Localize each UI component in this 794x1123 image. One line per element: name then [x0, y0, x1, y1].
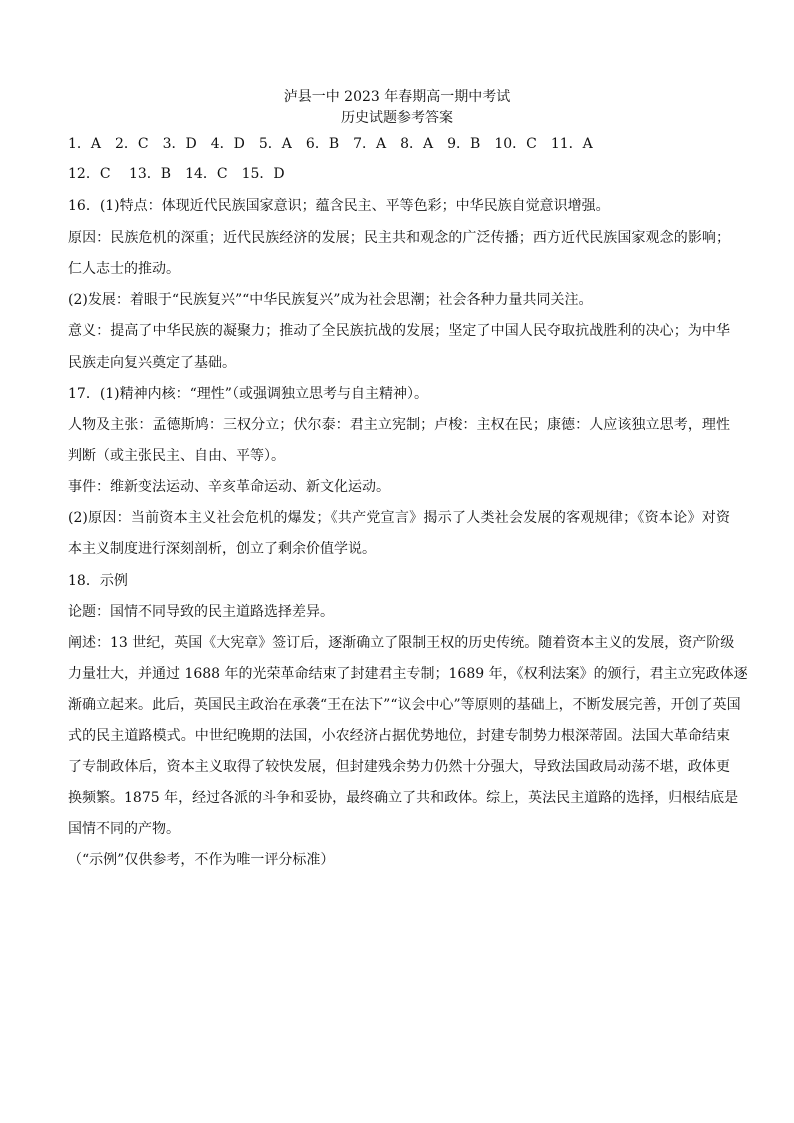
q16-part2-significance: 意义：提高了中华民族的凝聚力；推动了全民族抗战的发展；坚定了中国人民夺取抗战胜利的决心；为中华 — [68, 323, 730, 339]
page-subtitle: 历史试题参考答案 — [341, 110, 453, 126]
q18-heading: 18．示例 — [68, 573, 128, 589]
scoring-note: （“示例”仅供参考，不作为唯一评分标准） — [68, 852, 335, 868]
q16-part2-development: (2)发展：着眼于“民族复兴”“中华民族复兴”成为社会思潮；社会各种力量共同关注。 — [68, 292, 593, 308]
q17-part1-figures-cont: 判断（或主张民主、自由、平等）。 — [68, 448, 285, 464]
q17-part2-reasons-cont: 本主义制度进行深刻剖析，创立了剩余价值学说。 — [68, 541, 376, 557]
q18-essay-line-2: 力量壮大，并通过 1688 年的光荣革命结束了封建君主专制；1689 年，《权利法案》的颁行，君主立宪政体逐 — [68, 666, 748, 682]
q16-part2-significance-cont: 民族走向复兴奠定了基础。 — [68, 355, 236, 371]
page-title: 泸县一中 2023 年春期高一期中考试 — [283, 89, 511, 105]
q17-part1-core: 17．(1)精神内核：“理性”（或强调独立思考与自主精神）。 — [68, 386, 428, 402]
q16-part1-features: 16．(1)特点：体现近代民族国家意识；蕴含民主、平等色彩；中华民族自觉意识增强。 — [68, 198, 610, 214]
mc-answers-line-1: 1．A 2．C 3．D 4．D 5．A 6．B 7．A 8．A 9．B 10．C 11．A — [68, 136, 593, 152]
q18-essay-line-3: 渐确立起来。此后，英国民主政治在承袭“王在法下”“议会中心”等原则的基础上，不断发展完善，开创了英国 — [68, 697, 741, 713]
q18-essay-line-6: 换频繁。1875 年，经过各派的斗争和妥协，最终确立了共和政体。综上，英法民主道路的选择，归根结底是 — [68, 790, 739, 806]
mc-answers-line-2: 12．C 13．B 14．C 15．D — [68, 166, 285, 182]
q17-part1-figures: 人物及主张：孟德斯鸠：三权分立；伏尔泰：君主立宪制；卢梭：主权在民；康德：人应该独立思考，理性 — [68, 417, 730, 433]
q18-essay-line-7: 国情不同的产物。 — [68, 821, 180, 837]
q18-essay-line-1: 阐述：13 世纪，英国《大宪章》签订后，逐渐确立了限制王权的历史传统。随着资本主义的发展，资产阶级 — [68, 635, 735, 651]
q18-thesis: 论题：国情不同导致的民主道路选择差异。 — [68, 604, 334, 620]
q17-part1-events: 事件：维新变法运动、辛亥革命运动、新文化运动。 — [68, 479, 390, 495]
q16-part1-reasons-cont: 仁人志士的推动。 — [68, 261, 180, 277]
q17-part2-reasons: (2)原因：当前资本主义社会危机的爆发；《共产党宣言》揭示了人类社会发展的客观规律；《资本论》对资 — [68, 510, 730, 526]
q16-part1-reasons: 原因：民族危机的深重；近代民族经济的发展；民主共和观念的广泛传播；西方近代民族国家观念的影响； — [68, 230, 730, 246]
q18-essay-line-4: 式的民主道路模式。中世纪晚期的法国，小农经济占据优势地位，封建专制势力根深蒂固。法国大革命结束 — [68, 728, 730, 744]
q18-essay-line-5: 了专制政体后，资本主义取得了较快发展，但封建残余势力仍然十分强大，导致法国政局动荡不堪，政体更 — [68, 759, 730, 775]
